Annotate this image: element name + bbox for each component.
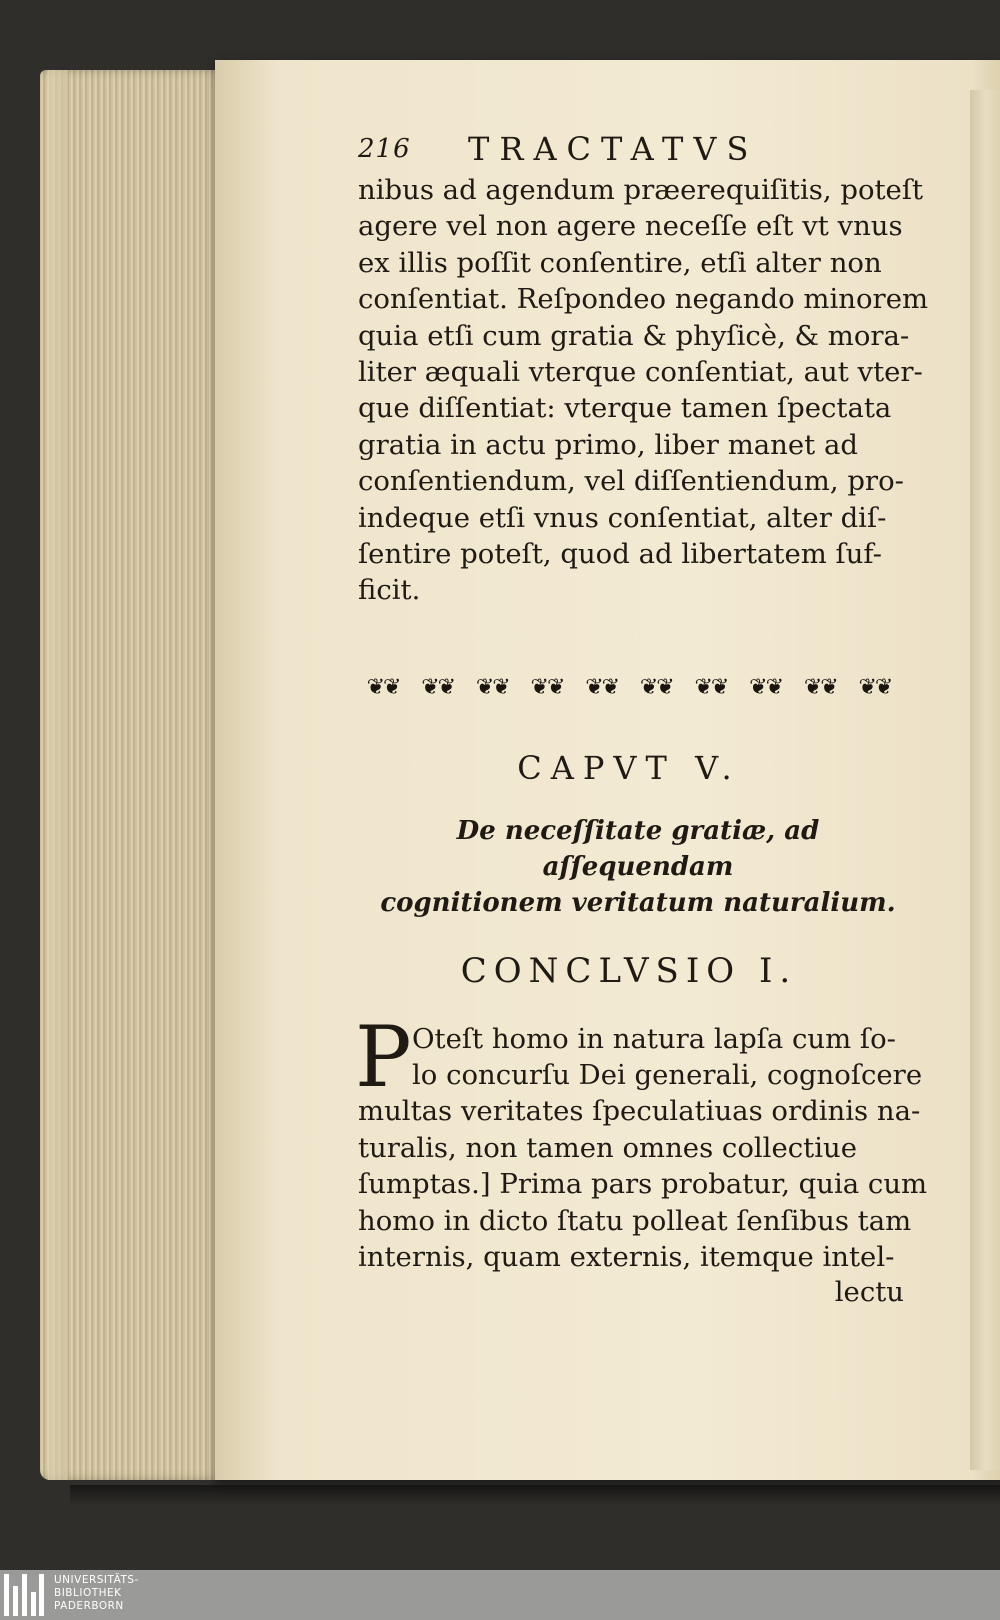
ornament-icon: ❦❦: [530, 674, 564, 700]
page-text: [355, 128, 929, 1309]
running-title: TRACTATVS: [468, 130, 759, 168]
text-line: turalis, non tamen omnes collectiue: [358, 1131, 857, 1164]
conclusion-heading: CONCLVSIO I.: [460, 950, 798, 991]
text-line: ex illis poſſit conſentire, etſi alter non: [358, 246, 882, 279]
text-line: Oteſt homo in natura lapſa cum ſo-: [412, 1022, 896, 1055]
conclusion-paragraph: [355, 1007, 928, 1310]
text-line: indeque etſi vnus conſentiat, alter diſ-: [358, 501, 887, 534]
text-line: lo concurſu Dei generali, cognoſcere: [412, 1059, 923, 1092]
text-line: nibus ad agendum præerequiſitis, poteſt: [358, 174, 924, 206]
text-line: ſentire poteſt, quod ad libertatem ſuf-: [358, 537, 882, 570]
library-bars-logo-icon: [4, 1574, 44, 1616]
text-line: ſumptas.] Prima pars probatur, quia cum: [358, 1168, 928, 1201]
subtitle-line: De neceſſitate gratiæ, ad aſſequendam: [456, 815, 820, 882]
text-line: internis, quam externis, itemque intel-: [358, 1241, 895, 1274]
body-text: [358, 172, 929, 609]
ornament-icon: ❦❦: [858, 674, 892, 700]
text-line: quia etſi cum gratia & phyſicè, & mora-: [358, 319, 910, 352]
ornament-icon: ❦❦: [749, 674, 783, 700]
ornament-icon: ❦❦: [366, 674, 400, 700]
text-line: homo in dicto ſtatu polleat ſenſibus tam: [358, 1204, 912, 1237]
ornament-icon: ❦❦: [585, 674, 619, 700]
text-line: que diſſentiat: vterque tamen ſpectata: [358, 392, 892, 425]
printer-ornament: [358, 671, 900, 705]
page-number: 216: [358, 134, 411, 164]
library-name: UNIVERSITÄTS- BIBLIOTHEK PADERBORN: [54, 1574, 139, 1612]
page-header: [358, 128, 918, 172]
ornament-icon: ❦❦: [639, 674, 673, 700]
text-line: agere vel non agere neceſſe eſt vt vnus: [358, 210, 903, 243]
text-line: multas veritates ſpeculatiuas ordinis na-: [358, 1095, 921, 1128]
chapter-heading: CAPVT V.: [517, 748, 741, 787]
ornament-icon: ❦❦: [421, 674, 455, 700]
fore-edge: [40, 70, 240, 1480]
library-footer: [0, 1570, 1000, 1620]
catchword: lectu: [834, 1276, 904, 1309]
chapter-subtitle: [358, 813, 918, 921]
drop-cap: P: [355, 1007, 412, 1106]
text-line: liter æquali vterque conſentiat, aut vter-: [358, 355, 923, 388]
text-line: gratia in actu primo, liber manet ad: [358, 428, 858, 461]
ornament-icon: ❦❦: [803, 674, 837, 700]
text-line: conſentiendum, vel diſſentiendum, pro-: [358, 465, 904, 498]
ornament-icon: ❦❦: [475, 674, 509, 700]
text-line: ficit.: [358, 574, 421, 607]
ornament-icon: ❦❦: [694, 674, 728, 700]
subtitle-line: cognitionem veritatum naturalium.: [380, 887, 896, 918]
text-line: conſentiat. Reſpondeo negando minorem: [358, 283, 929, 316]
